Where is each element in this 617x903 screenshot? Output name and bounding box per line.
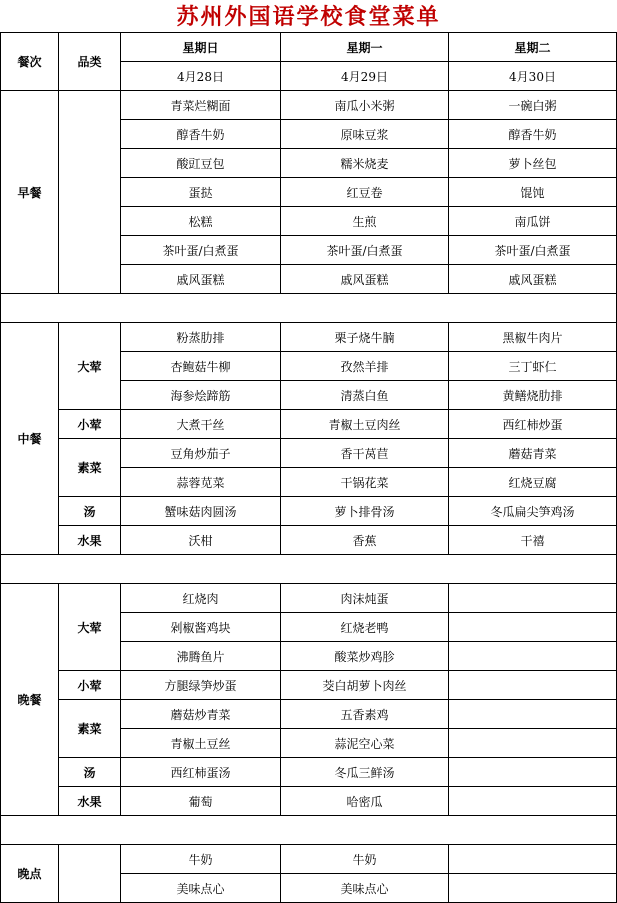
day-date: 4月30日	[449, 62, 617, 91]
dish-cell: 糯米烧麦	[281, 149, 449, 178]
dish-cell: 孜然羊排	[281, 352, 449, 381]
breakfast-row	[1, 91, 617, 120]
dish-cell: 哈密瓜	[281, 787, 449, 816]
dish-cell: 黄鳝烧肋排	[449, 381, 617, 410]
dish-cell: 牛奶	[121, 845, 281, 874]
dinner-row	[1, 671, 617, 700]
dish-cell: 醇香牛奶	[121, 120, 281, 149]
meal-breakfast: 早餐	[1, 91, 59, 294]
meal-snack: 晚点	[1, 845, 59, 903]
dish-cell: 醇香牛奶	[449, 120, 617, 149]
dish-cell	[449, 700, 617, 729]
dish-cell: 戚风蛋糕	[449, 265, 617, 294]
dish-cell: 沃柑	[121, 526, 281, 555]
dish-cell: 南瓜小米粥	[281, 91, 449, 120]
dish-cell: 酸豇豆包	[121, 149, 281, 178]
dish-cell: 葡萄	[121, 787, 281, 816]
dish-cell: 酸菜炒鸡胗	[281, 642, 449, 671]
meal-lunch: 中餐	[1, 323, 59, 555]
dish-cell: 美味点心	[121, 874, 281, 903]
meal-dinner: 晚餐	[1, 584, 59, 816]
dish-cell: 五香素鸡	[281, 700, 449, 729]
menu-title: 苏州外国语学校食堂菜单	[176, 4, 441, 30]
separator-row	[1, 816, 617, 845]
dinner-row	[1, 584, 617, 613]
dish-cell: 冬瓜三鲜汤	[281, 758, 449, 787]
dish-cell: 南瓜饼	[449, 207, 617, 236]
dish-cell: 三丁虾仁	[449, 352, 617, 381]
category-label: 汤	[59, 497, 121, 526]
dish-cell	[449, 671, 617, 700]
menu-table	[0, 32, 617, 903]
dinner-row	[1, 787, 617, 816]
dish-cell: 西红柿蛋汤	[121, 758, 281, 787]
header-row	[1, 33, 617, 62]
category-empty	[59, 91, 121, 294]
dish-cell	[449, 729, 617, 758]
category-label: 素菜	[59, 439, 121, 497]
dish-cell: 蘑菇青菜	[449, 439, 617, 468]
dish-cell: 红烧肉	[121, 584, 281, 613]
dish-cell: 松糕	[121, 207, 281, 236]
dish-cell: 戚风蛋糕	[281, 265, 449, 294]
dish-cell: 黑椒牛肉片	[449, 323, 617, 352]
day-date: 4月29日	[281, 62, 449, 91]
dish-cell	[449, 584, 617, 613]
dish-cell: 青菜烂糊面	[121, 91, 281, 120]
dish-cell	[449, 874, 617, 903]
dish-cell: 蘑菇炒青菜	[121, 700, 281, 729]
dish-cell: 青椒土豆丝	[121, 729, 281, 758]
dish-cell: 清蒸白鱼	[281, 381, 449, 410]
dish-cell: 香干莴苣	[281, 439, 449, 468]
snack-row	[1, 845, 617, 874]
dish-cell	[449, 642, 617, 671]
dish-cell	[449, 845, 617, 874]
dish-cell	[449, 787, 617, 816]
dish-cell: 海参烩蹄筋	[121, 381, 281, 410]
dinner-row	[1, 758, 617, 787]
dish-cell: 原味豆浆	[281, 120, 449, 149]
dish-cell: 干锅花菜	[281, 468, 449, 497]
category-label: 汤	[59, 758, 121, 787]
separator-cell	[1, 555, 617, 584]
dish-cell: 萝卜排骨汤	[281, 497, 449, 526]
dish-cell: 冬瓜扁尖笋鸡汤	[449, 497, 617, 526]
dish-cell: 一碗白粥	[449, 91, 617, 120]
dish-cell: 生煎	[281, 207, 449, 236]
dish-cell: 茶叶蛋/白煮蛋	[281, 236, 449, 265]
dish-cell	[449, 758, 617, 787]
separator-cell	[1, 294, 617, 323]
dish-cell: 沸腾鱼片	[121, 642, 281, 671]
dish-cell: 红烧豆腐	[449, 468, 617, 497]
dish-cell: 香蕉	[281, 526, 449, 555]
category-label: 小荤	[59, 671, 121, 700]
lunch-row	[1, 526, 617, 555]
category-label: 水果	[59, 787, 121, 816]
day-name: 星期二	[449, 33, 617, 62]
category-label: 小荤	[59, 410, 121, 439]
day-date: 4月28日	[121, 62, 281, 91]
dish-cell: 粉蒸肋排	[121, 323, 281, 352]
dish-cell: 剁椒酱鸡块	[121, 613, 281, 642]
header-meal: 餐次	[1, 33, 59, 91]
dish-cell: 馄饨	[449, 178, 617, 207]
menu-table-body	[1, 33, 617, 903]
dish-cell: 肉沫炖蛋	[281, 584, 449, 613]
dish-cell: 西红柿炒蛋	[449, 410, 617, 439]
header-category: 品类	[59, 33, 121, 91]
dish-cell: 蟹味菇肉圆汤	[121, 497, 281, 526]
separator-row	[1, 294, 617, 323]
dish-cell: 杏鲍菇牛柳	[121, 352, 281, 381]
dish-cell: 美味点心	[281, 874, 449, 903]
separator-row	[1, 555, 617, 584]
dish-cell: 茶叶蛋/白煮蛋	[449, 236, 617, 265]
dish-cell: 方腿绿笋炒蛋	[121, 671, 281, 700]
dinner-row	[1, 700, 617, 729]
dish-cell: 蛋挞	[121, 178, 281, 207]
dish-cell: 青椒土豆肉丝	[281, 410, 449, 439]
dish-cell: 大煮干丝	[121, 410, 281, 439]
dish-cell: 红烧老鸭	[281, 613, 449, 642]
category-empty	[59, 845, 121, 903]
day-name: 星期一	[281, 33, 449, 62]
lunch-row	[1, 410, 617, 439]
separator-cell	[1, 816, 617, 845]
category-label: 大荤	[59, 584, 121, 671]
lunch-row	[1, 439, 617, 468]
lunch-row	[1, 497, 617, 526]
dish-cell: 茭白胡萝卜肉丝	[281, 671, 449, 700]
category-label: 水果	[59, 526, 121, 555]
dish-cell: 豆角炒茄子	[121, 439, 281, 468]
dish-cell: 萝卜丝包	[449, 149, 617, 178]
dish-cell: 蒜蓉苋菜	[121, 468, 281, 497]
dish-cell	[449, 613, 617, 642]
category-label: 大荤	[59, 323, 121, 410]
lunch-row	[1, 323, 617, 352]
dish-cell: 栗子烧牛腩	[281, 323, 449, 352]
dish-cell: 茶叶蛋/白煮蛋	[121, 236, 281, 265]
dish-cell: 牛奶	[281, 845, 449, 874]
dish-cell: 干禧	[449, 526, 617, 555]
category-label: 素菜	[59, 700, 121, 758]
day-name: 星期日	[121, 33, 281, 62]
dish-cell: 戚风蛋糕	[121, 265, 281, 294]
dish-cell: 蒜泥空心菜	[281, 729, 449, 758]
dish-cell: 红豆卷	[281, 178, 449, 207]
